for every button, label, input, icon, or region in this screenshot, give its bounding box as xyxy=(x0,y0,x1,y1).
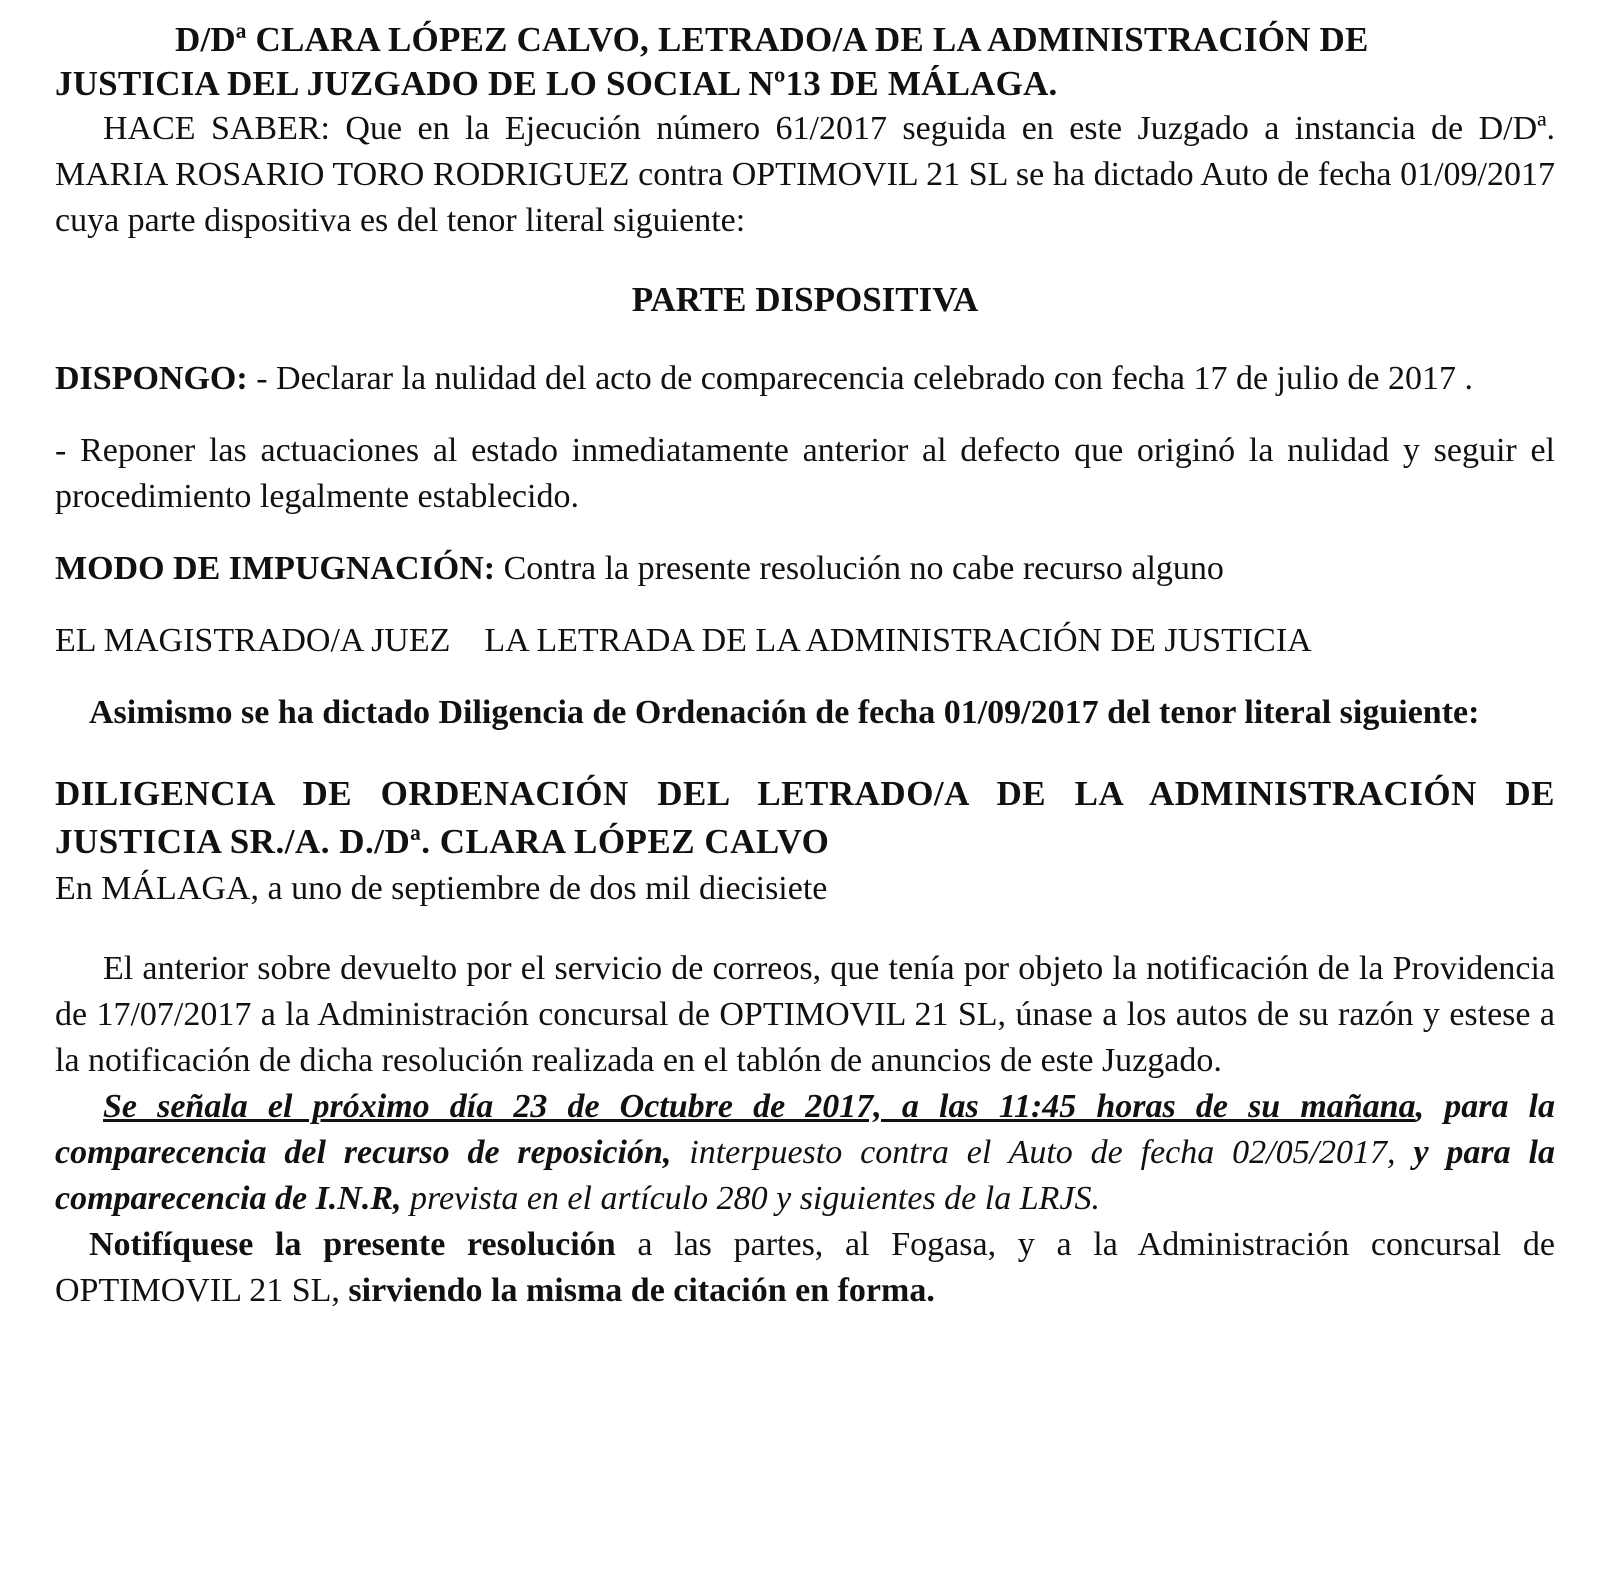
notifiquese-bold: Notifíquese la presente resolución xyxy=(89,1226,616,1263)
impugnacion-text: Contra la presente resolución no cabe recurso alguno xyxy=(495,550,1224,587)
notifiquese-paragraph xyxy=(55,1222,1555,1314)
intro-paragraph: HACE SABER: Que en la Ejecución número 61/2017 seguida en este Juzgado a instancia de D/Dª. MARIA ROSARIO TORO RODRIGUEZ contra OPTIMOVIL 21 SL se ha dictado Auto de fecha 01/09/2017 cuya parte dispositiva es del tenor literal siguiente: xyxy=(55,110,1555,239)
senala-date-underlined: Se señala el próximo día 23 de Octubre de 2017, a las 11:45 horas de su mañana xyxy=(103,1088,1416,1125)
senala-recurso: , para la comparecencia del recurso de reposición, xyxy=(55,1088,1555,1171)
notifiquese-citacion: sirviendo la misma de citación en forma. xyxy=(339,1272,935,1309)
diligencia-paragraph-1: El anterior sobre devuelto por el servicio de correos, que tenía por objeto la notificación de la Providencia de 17/07/2017 a la Administración concursal de OPTIMOVIL 21 SL, únase a los autos de su razón y estese a la notificación de dicha resolución realizada en el tablón de anuncios de este Juzgado. xyxy=(55,950,1555,1079)
impugnacion-paragraph xyxy=(55,546,1555,592)
header-line-1: D/Dª CLARA LÓPEZ CALVO, LETRADO/A DE LA ADMINISTRACIÓN DE xyxy=(175,20,1369,59)
notifiquese-plain: a las partes, al Fogasa, y a la Administración concursal de OPTIMOVIL 21 SL, xyxy=(55,1226,1555,1309)
asimismo-paragraph: Asimismo se ha dictado Diligencia de Ordenación de fecha 01/09/2017 del tenor literal siguiente: xyxy=(89,694,1480,731)
senala-inr: y para la comparecencia de I.N.R, xyxy=(55,1134,1555,1217)
senala-paragraph xyxy=(55,1084,1555,1222)
header-line-2: JUSTICIA DEL JUZGADO DE LO SOCIAL Nº13 DE MÁLAGA. xyxy=(55,64,1058,103)
dispongo-paragraph xyxy=(55,356,1555,402)
diligencia-title: DILIGENCIA DE ORDENACIÓN DEL LETRADO/A DE LA ADMINISTRACIÓN DE JUSTICIA SR./A. D./Dª. CLARA LÓPEZ CALVO xyxy=(55,774,1555,861)
dispongo-text: - Declarar la nulidad del acto de comparecencia celebrado con fecha 17 de julio de 2017 . xyxy=(247,360,1473,397)
document-page xyxy=(55,18,1555,1314)
impugnacion-label: MODO DE IMPUGNACIÓN: xyxy=(55,550,496,587)
place-date: En MÁLAGA, a uno de septiembre de dos mil diecisiete xyxy=(55,870,828,907)
signatures-line: EL MAGISTRADO/A JUEZ LA LETRADA DE LA ADMINISTRACIÓN DE JUSTICIA xyxy=(55,622,1312,659)
parte-dispositiva-title: PARTE DISPOSITIVA xyxy=(631,280,979,319)
senala-articulo: prevista en el artículo 280 y siguientes de la LRJS. xyxy=(401,1180,1100,1217)
dispongo-label: DISPONGO: xyxy=(55,360,248,397)
senala-interpuesto: interpuesto contra el Auto de fecha 02/05/2017, xyxy=(671,1134,1396,1171)
reponer-paragraph: - Reponer las actuaciones al estado inmediatamente anterior al defecto que originó la nulidad y seguir el procedimiento legalmente establecido. xyxy=(55,432,1555,515)
